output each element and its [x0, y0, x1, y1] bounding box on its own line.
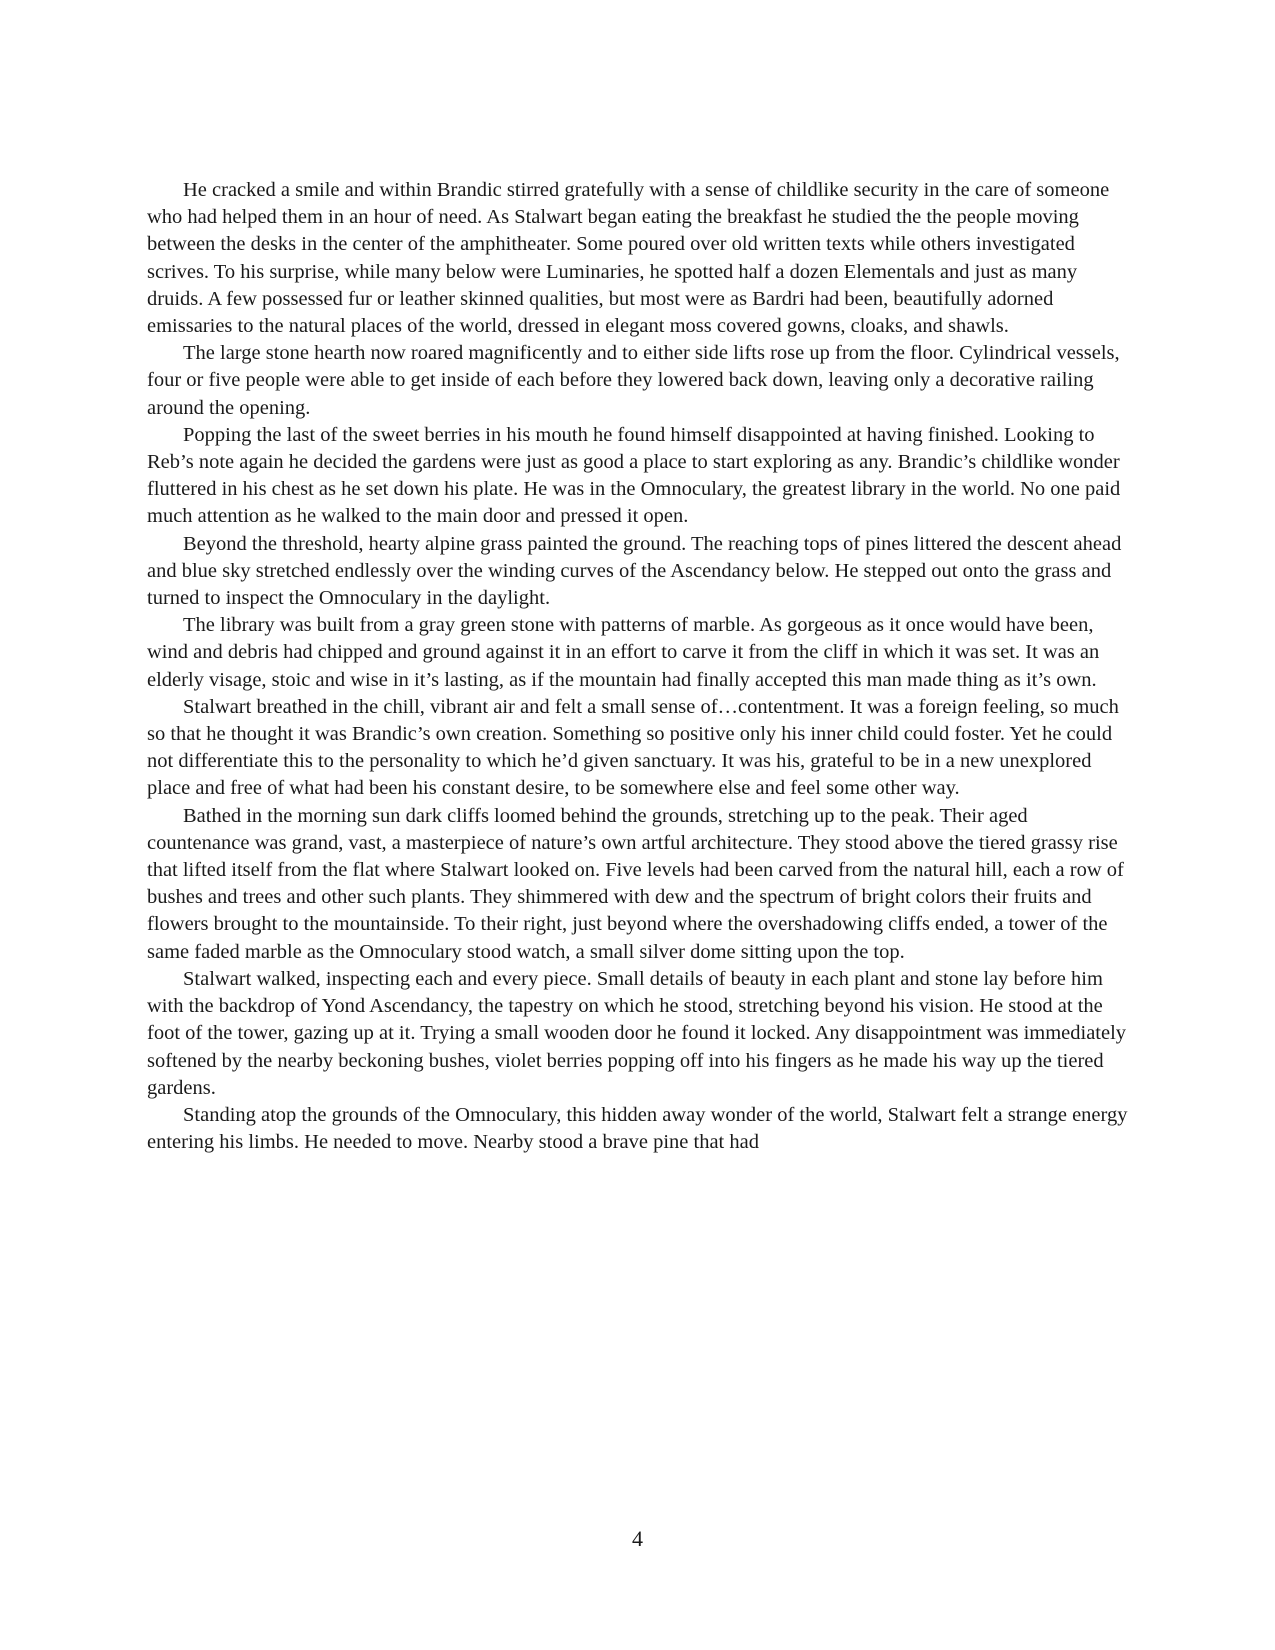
paragraph: The large stone hearth now roared magnificently and to either side lifts rose up from the floor. Cylindrical vessels, four or five people were able to get inside of each before they lowered back down, leaving only a decorative railing around the opening.: [147, 342, 1120, 419]
paragraph: The library was built from a gray green stone with patterns of marble. As gorgeous as it once would have been, wind and debris had chipped and ground against it in an effort to carve it from the cliff in which it was set. It was an elderly visage, stoic and wise in it’s lasting, as if the mountain had finally accepted this man made thing as it’s own.: [147, 614, 1100, 691]
page-number: 4: [632, 1526, 643, 1551]
paragraph: He cracked a smile and within Brandic stirred gratefully with a sense of childlike security in the care of someone who had helped them in an hour of need. As Stalwart began eating the breakfast he studied the the people moving between the desks in the center of the amphitheater. Some poured over old written texts while others investigated scrives. To his surprise, while many below were Luminaries, he spotted half a dozen Elementals and just as many druids. A few possessed fur or leather skinned qualities, but most were as Bardri had been, beautifully adorned emissaries to the natural places of the world, dressed in elegant moss covered gowns, cloaks, and shawls.: [147, 179, 1110, 338]
paragraph: Popping the last of the sweet berries in his mouth he found himself disappointed at having finished. Looking to Reb’s note again he decided the gardens were just as good a place to start exploring as any. Brandic’s childlike wonder fluttered in his chest as he set down his plate. He was in the Omnoculary, the greatest library in the world. No one paid much attention as he walked to the main door and pressed it open.: [147, 423, 1121, 528]
paragraph: Bathed in the morning sun dark cliffs loomed behind the grounds, stretching up to the peak. Their aged countenance was grand, vast, a masterpiece of nature’s own artful architecture. They stood above the tiered grassy rise that lifted itself from the flat where Stalwart looked on. Five levels had been carved from the natural hill, each a row of bushes and trees and other such plants. They shimmered with dew and the spectrum of bright colors their fruits and flowers brought to the mountainside. To their right, just beyond where the overshadowing cliffs ended, a tower of the same faded marble as the Omnoculary stood watch, a small silver dome sitting upon the top.: [147, 804, 1124, 963]
page-body: [147, 177, 1132, 1156]
paragraph: Stalwart walked, inspecting each and every piece. Small details of beauty in each plant and stone lay before him with the backdrop of Yond Ascendancy, the tapestry on which he stood, stretching beyond his vision. He stood at the foot of the tower, gazing up at it. Trying a small wooden door he found it locked. Any disappointment was immediately softened by the nearby beckoning bushes, violet berries popping off into his fingers as he made his way up the tiered gardens.: [147, 967, 1127, 1099]
paragraph: Standing atop the grounds of the Omnoculary, this hidden away wonder of the world, Stalwart felt a strange energy entering his limbs. He needed to move. Nearby stood a brave pine that had: [147, 1103, 1128, 1154]
paragraph: Beyond the threshold, hearty alpine grass painted the ground. The reaching tops of pines littered the descent ahead and blue sky stretched endlessly over the winding curves of the Ascendancy below. He stepped out onto the grass and turned to inspect the Omnoculary in the daylight.: [147, 532, 1122, 610]
paragraph: Stalwart breathed in the chill, vibrant air and felt a small sense of…contentment. It was a foreign feeling, so much so that he thought it was Brandic’s own creation. Something so positive only his inner child could foster. Yet he could not differentiate this to the personality to which he’d given sanctuary. It was his, grateful to be in a new unexplored place and free of what had been his constant desire, to be somewhere else and feel some other way.: [147, 695, 1119, 800]
